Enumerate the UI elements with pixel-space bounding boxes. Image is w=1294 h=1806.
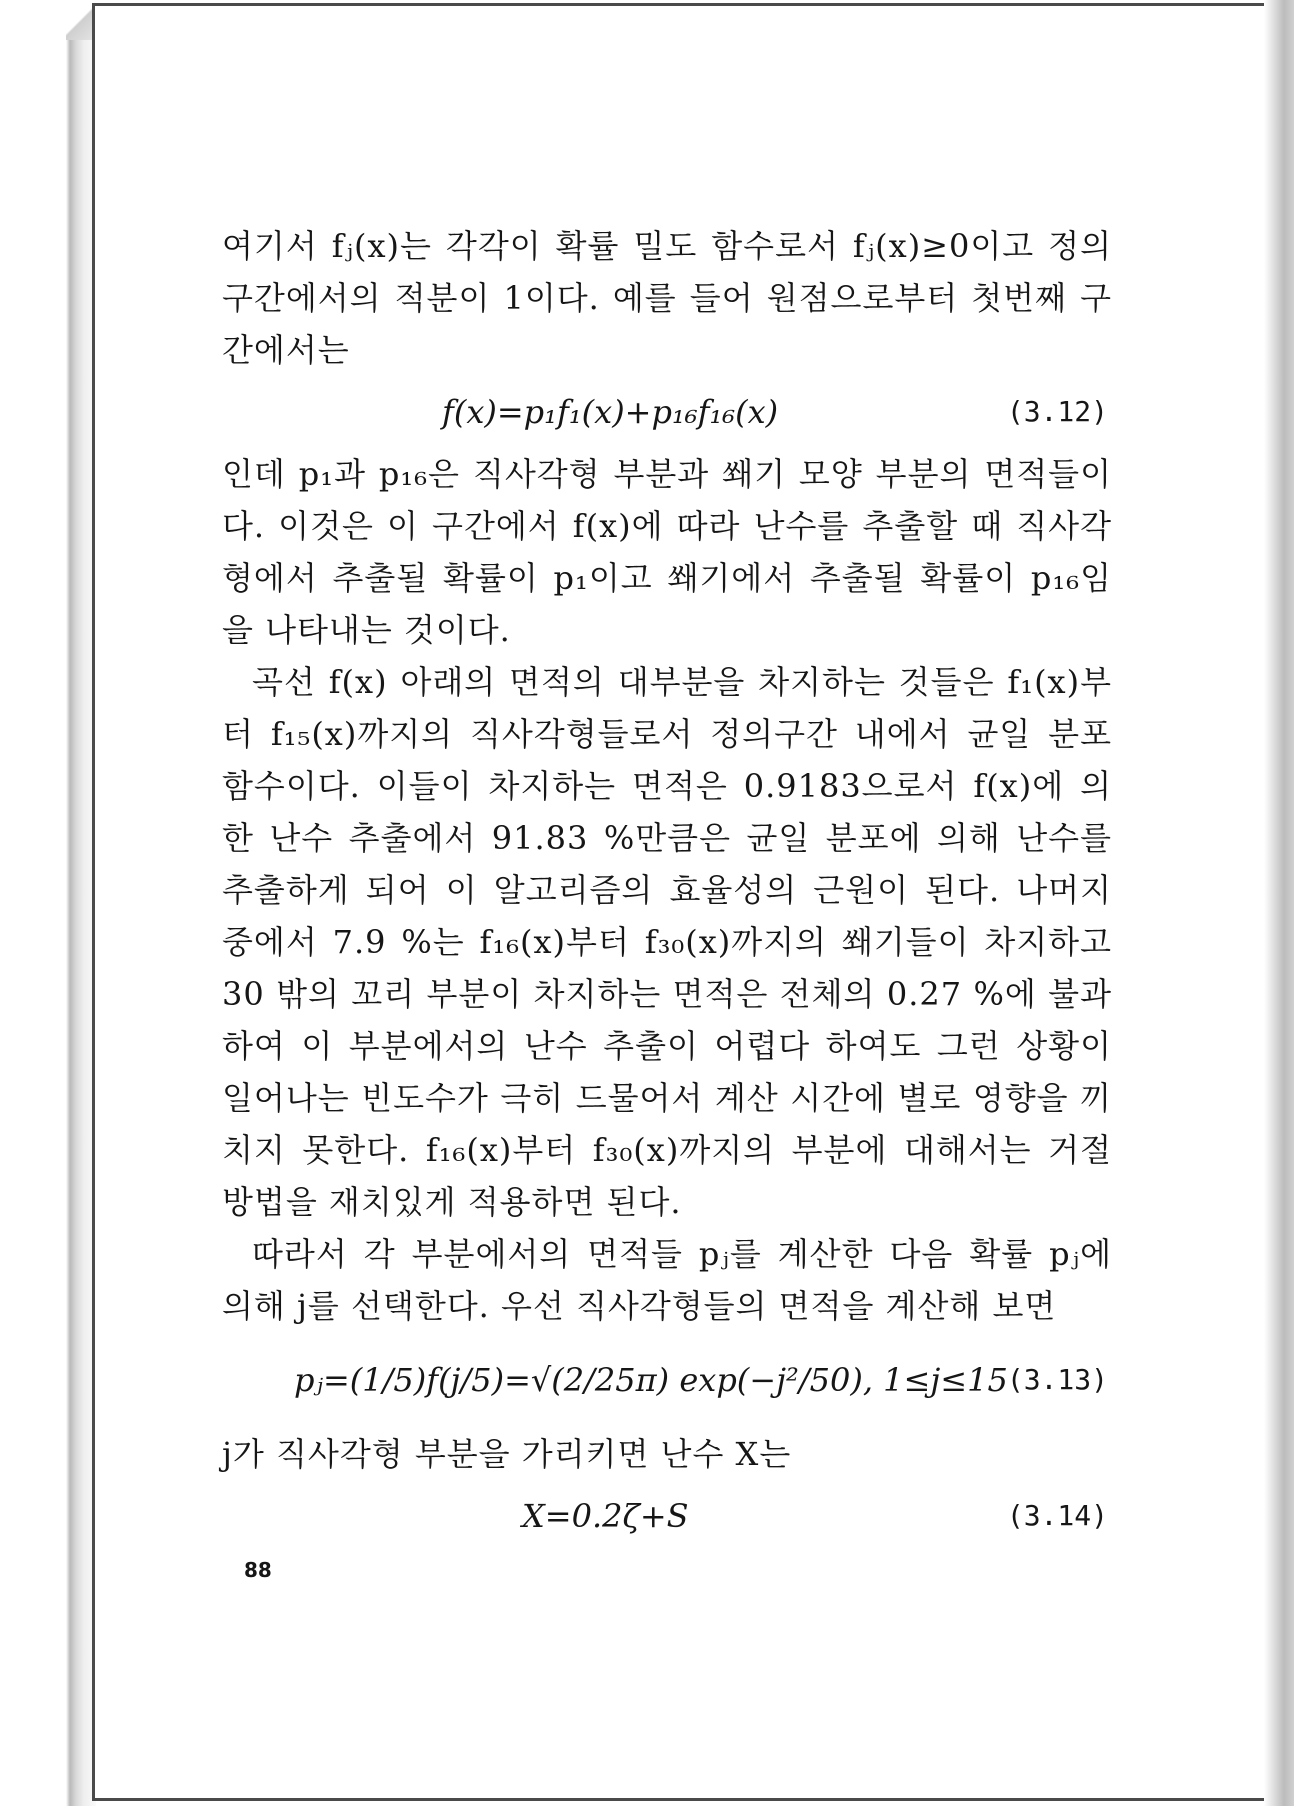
book-spine-edge [0, 0, 96, 1806]
paragraph-2: 인데 p₁과 p₁₆은 직사각형 부분과 쐐기 모양 부분의 면적들이다. 이것은 이 구간에서 f(x)에 따라 난수를 추출할 때 직사각형에서 추출될 확률이 p₁이고 쐐기에서 추출될 확률이 p₁₆임을 나타내는 것이다. [222, 455, 1112, 649]
paragraph-1: 여기서 fⱼ(x)는 각각이 확률 밀도 함수로서 fⱼ(x)≥0이고 정의 구간에서의 적분이 1이다. 예를 들어 원점으로부터 첫번째 구간에서는 [222, 227, 1112, 369]
equation-formula: X=0.2ζ+S [522, 1497, 689, 1535]
paragraph-3: 곡선 f(x) 아래의 면적의 대부분을 차지하는 것들은 f₁(x)부터 f₁₅(x)까지의 직사각형들로서 정의구간 내에서 균일 분포 함수이다. 이들이 차지하는 면적은 0.9183으로서 f(x)에 의한 난수 추출에서 91.83 %만큼은 균일 분포에 의해 난수를 추출하게 되어 이 알고리즘의 효율성의 근원이 된다. 나머지 중에서 7.9 %는 f₁₆(x)부터 f₃₀(x)까지의 쐐기들이 차지하고 30 밖의 꼬리 부분이 차지하는 면적은 전체의 0.27 %에 불과하여 이 부분에서의 난수 추출이 어렵다 하여도 그런 상황이 일어나는 빈도수가 극히 드물어서 계산 시간에 별로 영향을 끼치지 못한다. f₁₆(x)부터 f₃₀(x)까지의 부분에 대해서는 거절 방법을 재치있게 적용하면 된다. [222, 663, 1112, 1221]
equation-3-13 [222, 1332, 1112, 1428]
paragraph-5: j가 직사각형 부분을 가리키면 난수 X는 [222, 1435, 792, 1473]
paragraph-4: 따라서 각 부분에서의 면적들 pⱼ를 계산한 다음 확률 pⱼ에 의해 j를 선택한다. 우선 직사각형들의 면적을 계산해 보면 [222, 1235, 1112, 1325]
equation-3-12 [222, 376, 1112, 448]
equation-number: (3.12) [1006, 395, 1108, 428]
page-body [222, 220, 1112, 1552]
equation-number: (3.14) [1006, 1499, 1108, 1532]
page-number: 88 [244, 1558, 272, 1582]
equation-3-14 [222, 1480, 1112, 1552]
equation-formula: f(x)=p₁f₁(x)+p₁₆f₁₆(x) [442, 393, 779, 431]
page-right-shadow [1264, 0, 1294, 1806]
equation-number: (3.13) [1006, 1363, 1108, 1396]
equation-formula: pⱼ=(1/5)f(j/5)=√(2/25π) exp(−j²/50), 1≤j≤15 [294, 1361, 1008, 1399]
